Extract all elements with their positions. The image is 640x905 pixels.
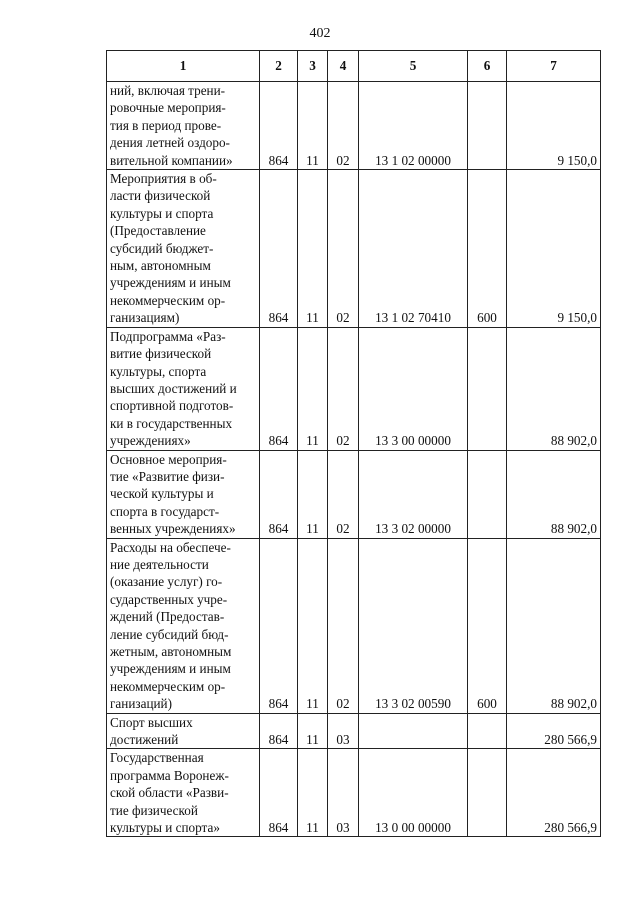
row-col-3: 11 [298,749,328,837]
row-col-2: 864 [260,327,298,450]
row-col-6 [468,749,507,837]
table-row [107,170,601,328]
row-col-4: 03 [328,713,359,749]
row-col-5: 13 1 02 00000 [359,82,468,170]
row-col-7: 88 902,0 [507,538,601,713]
row-col-5: 13 3 02 00000 [359,450,468,538]
budget-table [106,50,601,837]
row-col-6 [468,82,507,170]
header-col-4: 4 [328,51,359,82]
row-col-4: 02 [328,170,359,328]
row-col-3: 11 [298,713,328,749]
row-col-5: 13 1 02 70410 [359,170,468,328]
table-row [107,450,601,538]
row-col-6: 600 [468,170,507,328]
header-col-1: 1 [107,51,260,82]
row-col-2: 864 [260,713,298,749]
header-col-6: 6 [468,51,507,82]
row-col-4: 02 [328,538,359,713]
row-col-7: 280 566,9 [507,713,601,749]
header-col-2: 2 [260,51,298,82]
table-row [107,713,601,749]
row-name: Расходы на обеспече- ние деятельности (оказание услуг) го- сударственных учре- ждений (Предостав- ление субсидий бюд- жетным, автономным учреждениям и иным некоммерческим ор- ганизаций) [107,538,260,713]
row-col-3: 11 [298,82,328,170]
row-col-6 [468,327,507,450]
row-col-6: 600 [468,538,507,713]
row-col-3: 11 [298,450,328,538]
row-col-7: 88 902,0 [507,327,601,450]
table-row [107,538,601,713]
row-col-7: 280 566,9 [507,749,601,837]
table-row [107,749,601,837]
row-col-5: 13 3 00 00000 [359,327,468,450]
row-col-4: 02 [328,450,359,538]
row-col-2: 864 [260,749,298,837]
row-col-4: 02 [328,82,359,170]
row-col-2: 864 [260,170,298,328]
row-col-6 [468,713,507,749]
row-col-7: 9 150,0 [507,170,601,328]
row-col-2: 864 [260,538,298,713]
row-name: Спорт высших достижений [107,713,260,749]
row-col-7: 9 150,0 [507,82,601,170]
row-col-5: 13 0 00 00000 [359,749,468,837]
header-col-5: 5 [359,51,468,82]
row-col-2: 864 [260,82,298,170]
row-name: Государственная программа Воронеж- ской области «Разви- тие физической культуры и спорта» [107,749,260,837]
row-col-3: 11 [298,327,328,450]
row-name: Основное мероприя- тие «Развитие физи- ческой культуры и спорта в государст- венных учреждениях» [107,450,260,538]
table-header-row [107,51,601,82]
header-col-3: 3 [298,51,328,82]
row-col-3: 11 [298,170,328,328]
table-row [107,82,601,170]
header-col-7: 7 [507,51,601,82]
table-row [107,327,601,450]
row-name: Мероприятия в об- ласти физической культуры и спорта (Предоставление субсидий бюджет- ным, автономным учреждениям и иным некоммерческим ор- ганизациям) [107,170,260,328]
row-col-7: 88 902,0 [507,450,601,538]
row-name: Подпрограмма «Раз- витие физической культуры, спорта высших достижений и спортивной подготов- ки в государственных учреждениях» [107,327,260,450]
row-col-2: 864 [260,450,298,538]
row-col-5: 13 3 02 00590 [359,538,468,713]
page-number: 402 [309,26,331,41]
row-col-5 [359,713,468,749]
row-col-3: 11 [298,538,328,713]
row-col-4: 03 [328,749,359,837]
row-name: ний, включая трени- ровочные мероприя- тия в период прове- дения летней оздоро- вительной компании» [107,82,260,170]
row-col-4: 02 [328,327,359,450]
row-col-6 [468,450,507,538]
